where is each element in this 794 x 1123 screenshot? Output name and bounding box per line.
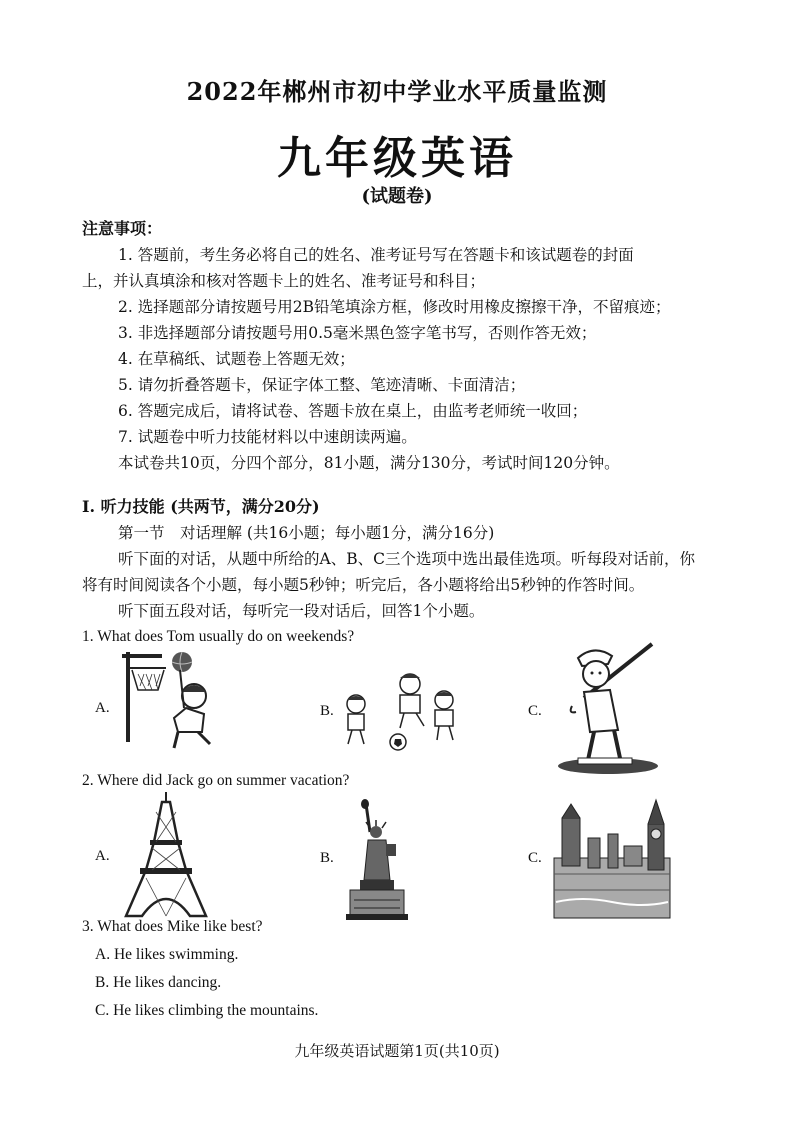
notice-item-1-cont: 上，并认真填涂和核对答题卡上的姓名、准考证号和科目；: [82, 272, 486, 290]
basketball-icon: [118, 648, 228, 758]
q3-option-a: A. He likes swimming.: [95, 946, 239, 963]
baseball-icon: [548, 640, 668, 780]
question-1: 1. What does Tom usually do on weekends?: [82, 628, 355, 645]
notice-item-7: 7. 试题卷中听力技能材料以中速朗读两遍。: [118, 428, 417, 446]
instruction-line-1: 听下面的对话，从题中所给的A、B、C三个选项中选出最佳选项。听每段对话前，你: [118, 550, 695, 568]
q2-option-a: A.: [95, 848, 110, 864]
big-ben-icon: [552, 798, 672, 920]
exam-title: 2022年郴州市初中学业水平质量监测: [186, 77, 608, 106]
q1-option-c: C.: [528, 703, 542, 719]
q3-option-c: C. He likes climbing the mountains.: [95, 1002, 319, 1019]
page-footer: 九年级英语试题第1页(共10页): [294, 1042, 500, 1060]
notice-item-3: 3. 非选择题部分请按题号用0.5毫米黑色签字笔书写，否则作答无效；: [118, 324, 597, 342]
notice-item-6: 6. 答题完成后，请将试卷、答题卡放在桌上，由监考老师统一收回；: [118, 402, 588, 420]
notice-item-4: 4. 在草稿纸、试题卷上答题无效；: [118, 350, 355, 368]
q2-option-b: B.: [320, 850, 334, 866]
notice-item-5: 5. 请勿折叠答题卡，保证字体工整、笔迹清晰、卡面清洁；: [118, 376, 526, 394]
notice-summary: 本试卷共10页，分四个部分，81小题，满分130分，考试时间120分钟。: [118, 454, 620, 472]
instruction-line-3: 听下面五段对话，每听完一段对话后，回答1个小题。: [118, 602, 485, 620]
question-3: 3. What does Mike like best?: [82, 918, 263, 935]
paper-type: (试题卷): [361, 186, 433, 207]
q1-option-a: A.: [95, 700, 110, 716]
notice-item-1: 1. 答题前，考生务必将自己的姓名、准考证号写在答题卡和该试题卷的封面: [118, 246, 634, 264]
subject-title: 九年级英语: [277, 133, 517, 184]
section-heading: Ⅰ. 听力技能 (共两节，满分20分): [82, 497, 320, 516]
part1-heading: 第一节 对话理解 (共16小题；每小题1分，满分16分): [118, 524, 495, 542]
notice-item-2: 2. 选择题部分请按题号用2B铅笔填涂方框，修改时用橡皮擦擦干净，不留痕迹；: [118, 298, 671, 316]
q3-option-b: B. He likes dancing.: [95, 974, 222, 991]
instruction-line-2: 将有时间阅读各个小题，每小题5秒钟；听完后，各小题将给出5秒钟的作答时间。: [82, 576, 645, 594]
q1-option-b: B.: [320, 703, 334, 719]
q2-option-c: C.: [528, 850, 542, 866]
question-2: 2. Where did Jack go on summer vacation?: [82, 772, 350, 789]
soccer-icon: [338, 668, 468, 758]
notice-heading: 注意事项：: [82, 219, 163, 238]
eiffel-tower-icon: [116, 792, 216, 918]
statue-of-liberty-icon: [346, 800, 416, 920]
